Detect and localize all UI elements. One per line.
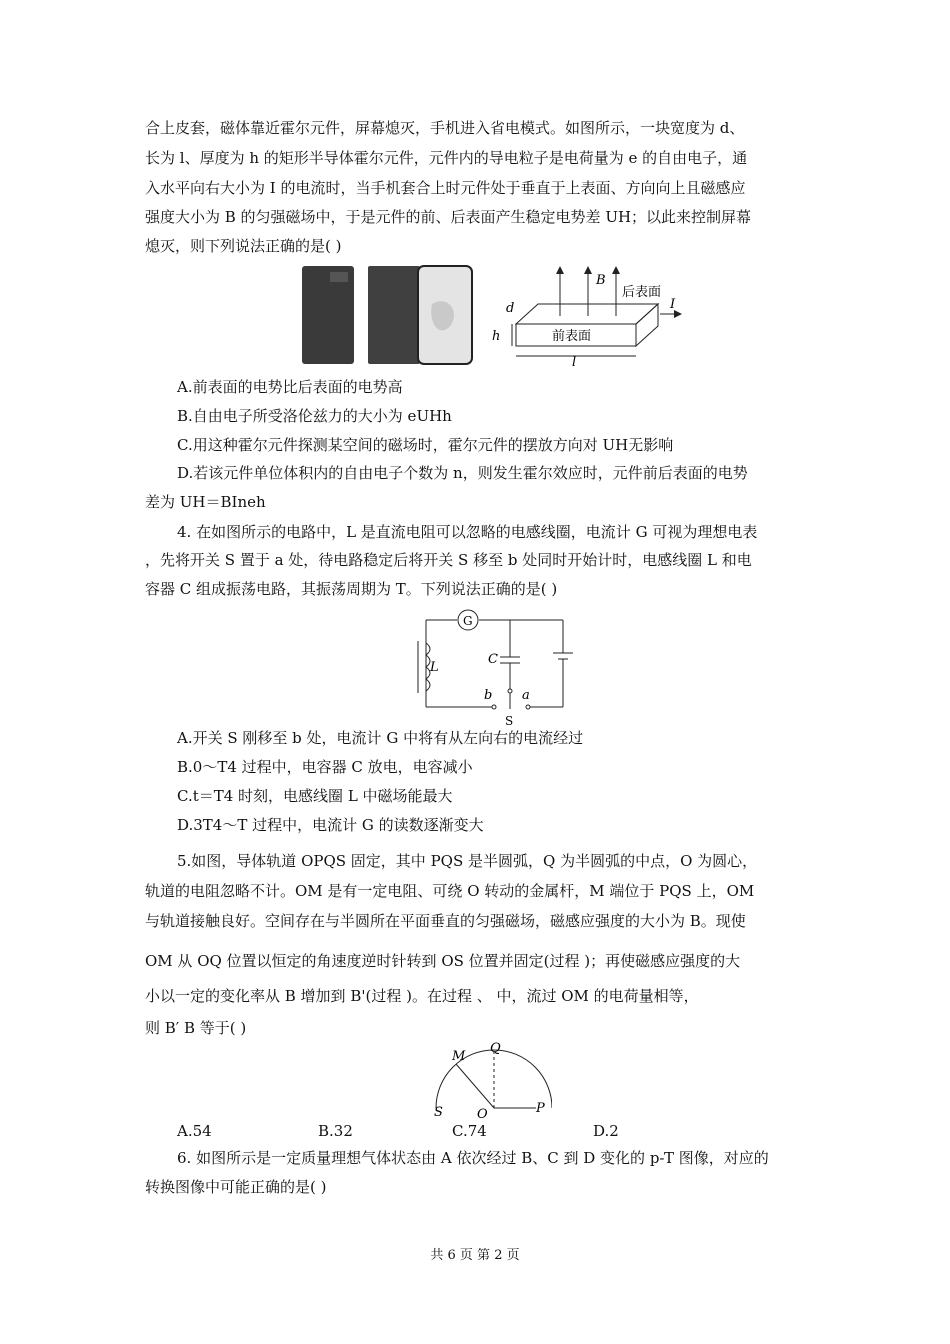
q3-line-2: 长为 l、厚度为 h 的矩形半导体霍尔元件，元件内的导电粒子是电荷量为 e 的自由电子，通 <box>145 149 748 167</box>
label-p: P <box>536 1101 545 1116</box>
q4-option-d: D.3T4～T 过程中，电流计 G 的读数逐渐变大 <box>177 816 484 834</box>
q4-option-a: A.开关 S 刚移至 b 处，电流计 G 中将有从左向右的电流经过 <box>177 729 584 747</box>
q5-line-3: 与轨道接触良好。空间存在与半圆所在平面垂直的匀强磁场，磁感应强度的大小为 B。现使 <box>145 912 746 930</box>
q6-line-2: 转换图像中可能正确的是( ) <box>145 1178 327 1196</box>
label-l-coil: L <box>430 660 439 675</box>
q5-option-d: D.2 <box>593 1122 619 1140</box>
q5-option-a: A.54 <box>177 1122 212 1140</box>
label-q: Q <box>490 1042 501 1056</box>
phone-photos <box>300 264 480 366</box>
lc-circuit-diagram <box>408 605 578 730</box>
label-a-contact: a <box>522 688 530 703</box>
q6-line-1: 6. 如图所示是一定质量理想气体状态由 A 依次经过 B、C 到 D 变化的 p-T 图像，对应的 <box>177 1149 769 1167</box>
q3-line-3: 入水平向右大小为 I 的电流时，当手机套合上时元件处于垂直于上表面、方向向上且磁感应 <box>145 179 746 197</box>
metal-rod-om <box>456 1064 494 1108</box>
q3-option-d-cont: 差为 UH＝BIneh <box>145 493 266 511</box>
q3-line-5: 熄灭，则下列说法正确的是( ) <box>145 237 342 255</box>
q5-line-6: 则 B′ B 等于( ) <box>145 1019 247 1037</box>
label-back-surface: 后表面 <box>622 285 662 300</box>
q3-option-a: A.前表面的电势比后表面的电势高 <box>177 378 403 396</box>
q3-line-4: 强度大小为 B 的匀强磁场中，于是元件的前、后表面产生稳定电势差 UH；以此来控制屏幕 <box>145 208 752 226</box>
element-top-face <box>516 304 658 324</box>
label-m: M <box>452 1049 466 1064</box>
label-s: S <box>434 1105 443 1120</box>
page-footer: 共 6 页 第 2 页 <box>430 1248 520 1263</box>
q5-line-2: 轨道的电阻忽略不计。OM 是有一定电阻、可绕 O 转动的金属杆，M 端位于 PQS 上，OM <box>145 882 755 900</box>
label-s-switch: S <box>505 714 514 728</box>
label-l: l <box>572 355 577 370</box>
q3-option-c: C.用这种霍尔元件探测某空间的磁场时，霍尔元件的摆放方向对 UH无影响 <box>177 436 674 454</box>
q3-option-d: D.若该元件单位体积内的自由电子个数为 n，则发生霍尔效应时，元件前后表面的电势 <box>177 464 748 482</box>
q5-line-1: 5.如图，导体轨道 OPQS 固定，其中 PQS 是半圆弧，Q 为半圆弧的中点，O 为圆心， <box>177 852 758 870</box>
label-b-contact: b <box>484 688 493 703</box>
label-h: h <box>492 329 501 344</box>
label-c: C <box>488 652 498 667</box>
phone-cover-image <box>368 266 420 364</box>
q5-option-c: C.74 <box>452 1122 487 1140</box>
q4-line-3: 容器 C 组成振荡电路，其振荡周期为 T。下列说法正确的是( ) <box>145 580 558 598</box>
label-front-surface: 前表面 <box>552 329 592 344</box>
q4-option-b: B.0～T4 过程中，电容器 C 放电，电容减小 <box>177 758 473 776</box>
q5-line-5: 小以一定的变化率从 B 增加到 B'(过程 )。在过程 、 中，流过 OM 的电荷量相等， <box>145 987 699 1005</box>
label-g: G <box>463 614 473 628</box>
semicircle-track-diagram <box>432 1042 552 1120</box>
q3-option-b: B.自由电子所受洛伦兹力的大小为 eUHh <box>177 407 452 425</box>
q5-line-4: OM 从 OQ 位置以恒定的角速度逆时针转到 OS 位置并固定(过程 )；再使磁感应强度的大 <box>145 952 741 970</box>
hall-element-diagram <box>488 262 688 370</box>
q5-option-b: B.32 <box>318 1122 353 1140</box>
q4-option-c: C.t＝T4 时刻，电感线圈 L 中磁场能最大 <box>177 787 453 805</box>
q3-line-1: 合上皮套，磁体靠近霍尔元件，屏幕熄灭，手机进入省电模式。如图所示，一块宽度为 d、 <box>145 119 745 137</box>
label-o: O <box>477 1107 488 1120</box>
label-i: I <box>670 297 676 312</box>
q4-line-1: 4. 在如图所示的电路中，L 是直流电阻可以忽略的电感线圈，电流计 G 可视为理想电表 <box>177 523 758 541</box>
label-d: d <box>506 301 515 316</box>
q4-line-2: ，先将开关 S 置于 a 处，待电路稳定后将开关 S 移至 b 处同时开始计时，电感线圈 L 和电 <box>145 551 752 569</box>
label-b: B <box>596 273 606 288</box>
